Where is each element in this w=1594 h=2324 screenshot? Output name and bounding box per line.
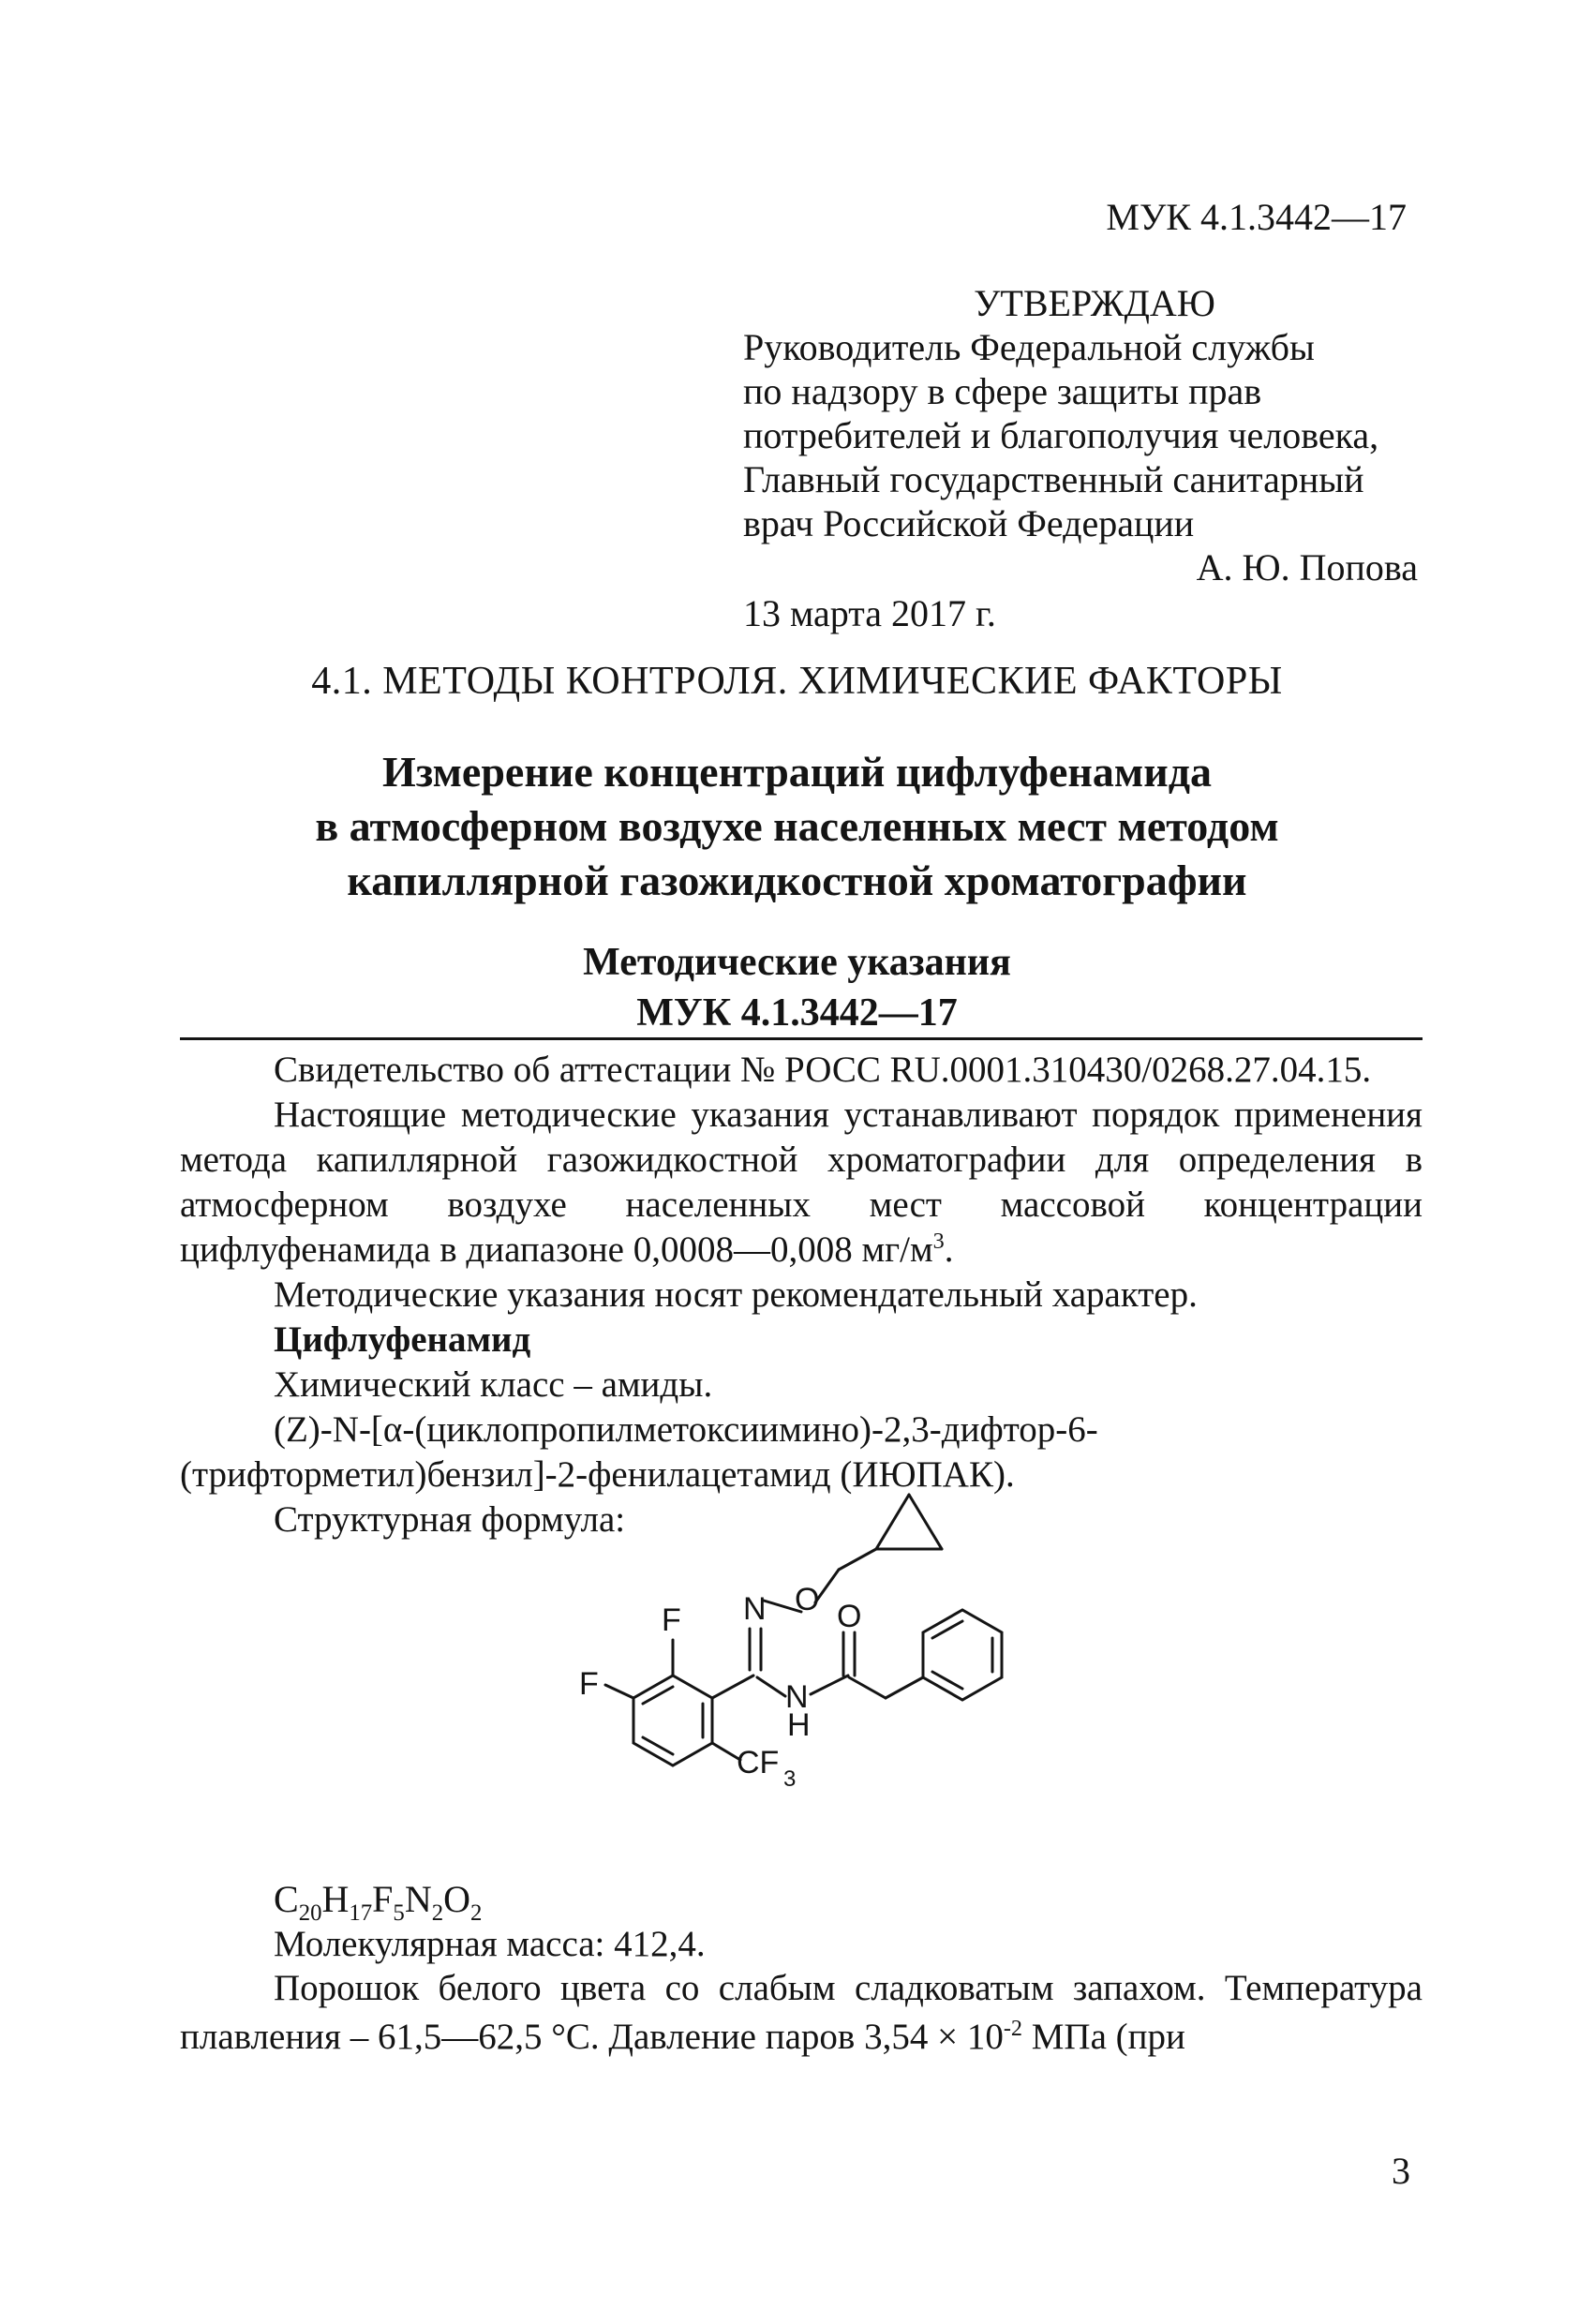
approval-line: Руководитель Федеральной службы <box>743 326 1315 368</box>
structural-formula <box>562 1462 1050 1865</box>
bond <box>849 1677 886 1698</box>
bond <box>757 1677 785 1696</box>
properties-paragraph <box>180 1964 1423 2062</box>
properties-main: Порошок белого цвета со слабым сладковатым запахом. Температура плавления – 61,5—62,5 °С. Давление паров 3,54 × 10 <box>180 1968 1423 2057</box>
element-symbol: H <box>321 1878 350 1920</box>
bond <box>839 1549 876 1570</box>
title-divider <box>180 1037 1423 1040</box>
approval-date: 13 марта 2017 г. <box>743 592 996 634</box>
element-count: 2 <box>431 1900 444 1926</box>
intro-end: . <box>944 1229 954 1270</box>
title-line: в атмосферном воздухе населенных мест методом <box>315 802 1279 850</box>
title-line: Измерение концентраций цифлуфенамида <box>381 748 1213 796</box>
element-count: 17 <box>349 1900 373 1926</box>
title-line: капиллярной газожидкостной хроматографии <box>347 857 1247 904</box>
bond <box>605 1685 633 1698</box>
element-symbol: O <box>443 1878 471 1920</box>
phenyl-ring <box>923 1610 1002 1700</box>
page-number: 3 <box>1392 2150 1410 2192</box>
atom-label: N <box>743 1591 767 1627</box>
properties-end: МПа (при <box>1021 2017 1185 2057</box>
element-count: 20 <box>298 1900 322 1926</box>
element-symbol: N <box>404 1878 432 1920</box>
approval-block <box>743 281 1418 635</box>
molecular-formula <box>274 1877 483 1926</box>
bond <box>811 1676 848 1694</box>
approval-line: врач Российской Федерации <box>743 502 1195 544</box>
properties-exponent: -2 <box>1003 2016 1022 2041</box>
approval-line: Главный государственный санитарный <box>743 458 1364 500</box>
approval-line: потребителей и благополучия человека, <box>743 414 1379 456</box>
atom-label: F <box>662 1602 681 1638</box>
document-subtitle <box>0 937 1594 1038</box>
element-symbol: F <box>372 1878 394 1920</box>
atom-label: O <box>795 1582 820 1617</box>
document-title <box>0 745 1594 908</box>
subtitle-line: Методические указания <box>583 941 1011 984</box>
iupac-name: (Z)-N-[α-(циклопропилметоксиимино)-2,3-дифтор-6-(трифторметил)бензил]-2-фенилацетамид (ИЮПАК). <box>180 1409 1098 1495</box>
bond <box>909 1495 942 1549</box>
advisory-paragraph: Методические указания носят рекомендательный характер. <box>274 1274 1198 1315</box>
element-count: 5 <box>393 1900 405 1926</box>
atom-label: N <box>785 1679 809 1715</box>
approval-line: по надзору в сфере защиты прав <box>743 370 1262 412</box>
intro-text: Настоящие методические указания устанавливают порядок применения метода капиллярной газожидкостной хроматографии для определения в атмосферном воздухе населенных мест массовой концентрации цифлуфенамида в диапазоне 0,0008—0,008 мг/м <box>180 1095 1423 1270</box>
atom-label: H <box>787 1707 811 1743</box>
intro-superscript: 3 <box>932 1229 945 1254</box>
approval-heading: УТВЕРЖДАЮ <box>974 282 1215 324</box>
atom-label: CF <box>737 1745 780 1780</box>
element-symbol: C <box>274 1878 299 1920</box>
structural-formula-label: Структурная формула: <box>274 1499 626 1540</box>
substance-name: Цифлуфенамид <box>274 1319 531 1360</box>
chemical-class: Химический класс – амиды. <box>274 1364 713 1405</box>
bond <box>886 1677 923 1698</box>
doc-code-header: МУК 4.1.3442—17 <box>1106 196 1407 238</box>
element-count: 2 <box>470 1900 483 1926</box>
atom-label: 3 <box>783 1766 797 1792</box>
bond <box>712 1676 753 1698</box>
aromatic-ring <box>633 1676 712 1765</box>
subtitle-code: МУК 4.1.3442—17 <box>636 991 958 1035</box>
section-heading: 4.1. МЕТОДЫ КОНТРОЛЯ. ХИМИЧЕСКИЕ ФАКТОРЫ <box>311 660 1283 703</box>
atom-label: F <box>579 1666 599 1702</box>
molecular-mass: Молекулярная масса: 412,4. <box>274 1924 706 1964</box>
bond <box>876 1495 909 1549</box>
intro-paragraph <box>180 1093 1423 1273</box>
certificate-paragraph: Свидетельство об аттестации № РОСС RU.0001.310430/0268.27.04.15. <box>274 1050 1372 1090</box>
approval-signatory: А. Ю. Попова <box>1196 546 1418 588</box>
atom-label: O <box>837 1599 862 1634</box>
structural-formula-drawing <box>562 1462 1050 1865</box>
properties-text <box>180 1964 1423 2062</box>
